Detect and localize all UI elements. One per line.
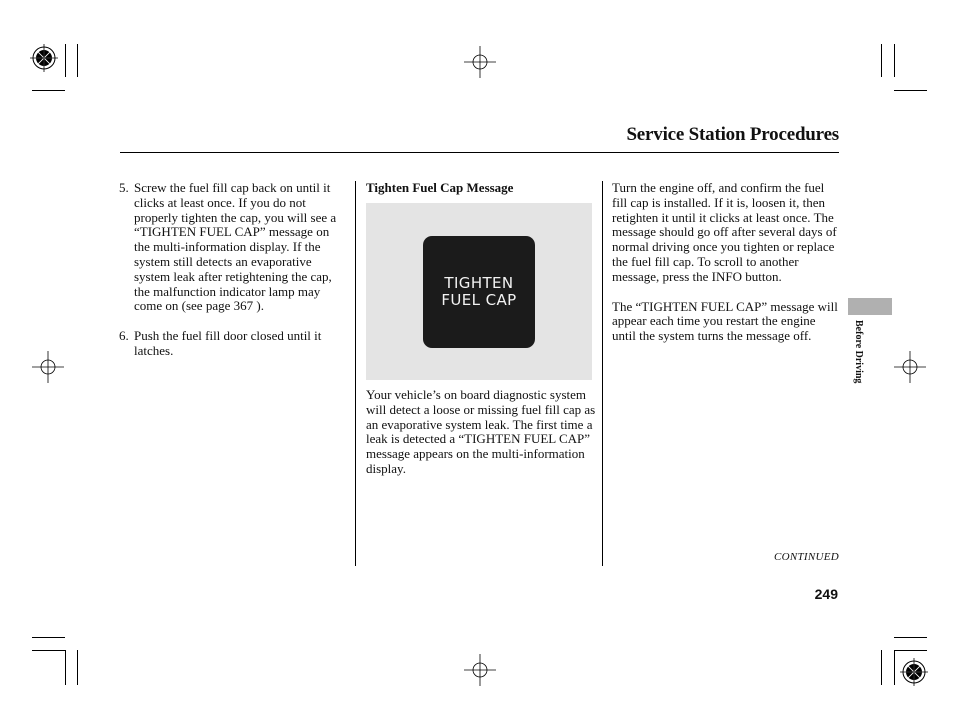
registration-crosshair-icon (464, 654, 496, 686)
step-number: 6. (119, 328, 129, 344)
registration-crosshair-icon (894, 351, 926, 383)
step-text: Screw the fuel fill cap back on until it clicks at least once. If you do not properly tighten the cap, you will see a “TIGHTEN FUEL CAP” message on the multi-information display. If the system still detects an evaporative system leak after retightening the cap, the malfunction indicator lamp may come on (see page 367 ). (134, 180, 337, 314)
continued-note: CONTINUED (773, 551, 839, 563)
section-subheading: Tighten Fuel Cap Message (366, 180, 514, 195)
section-tab-label: Before Driving (853, 320, 864, 384)
header-rule (120, 152, 839, 153)
step-item (119, 329, 347, 359)
column-divider (602, 181, 603, 566)
display-message: TIGHTEN FUEL CAP (441, 274, 517, 309)
paragraph: The “TIGHTEN FUEL CAP” message will appear each time you restart the engine until the system turns the message off. (612, 298, 838, 344)
registration-crosshair-icon (32, 351, 64, 383)
step-number: 5. (119, 180, 129, 195)
page-title: Service Station Procedures (626, 124, 839, 145)
page-number: 249 (814, 586, 838, 602)
step-item (119, 181, 347, 314)
right-column (612, 181, 838, 344)
multi-information-display (423, 236, 535, 348)
left-column (119, 181, 347, 359)
paragraph: Turn the engine off, and confirm the fuel fill cap is installed. If it is, loosen it, then retighten it until it clicks at least once. The message should go off after several days of normal driving once you tighten or replace the fuel fill cap. To scroll to another message, press the INFO button. (612, 180, 837, 284)
column-divider (355, 181, 356, 566)
step-text: Push the fuel fill door closed until it latches. (134, 328, 322, 358)
registration-sunburst-icon (900, 658, 928, 686)
registration-crosshair-icon (464, 46, 496, 78)
section-tab (848, 298, 892, 315)
display-figure (366, 203, 592, 380)
registration-sunburst-icon (30, 44, 58, 72)
middle-paragraph: Your vehicle’s on board diagnostic system will detect a loose or missing fuel fill cap as an evaporative system leak. The first time a leak is detected a “TIGHTEN FUEL CAP” message appears on the multi-information display. (366, 387, 596, 476)
